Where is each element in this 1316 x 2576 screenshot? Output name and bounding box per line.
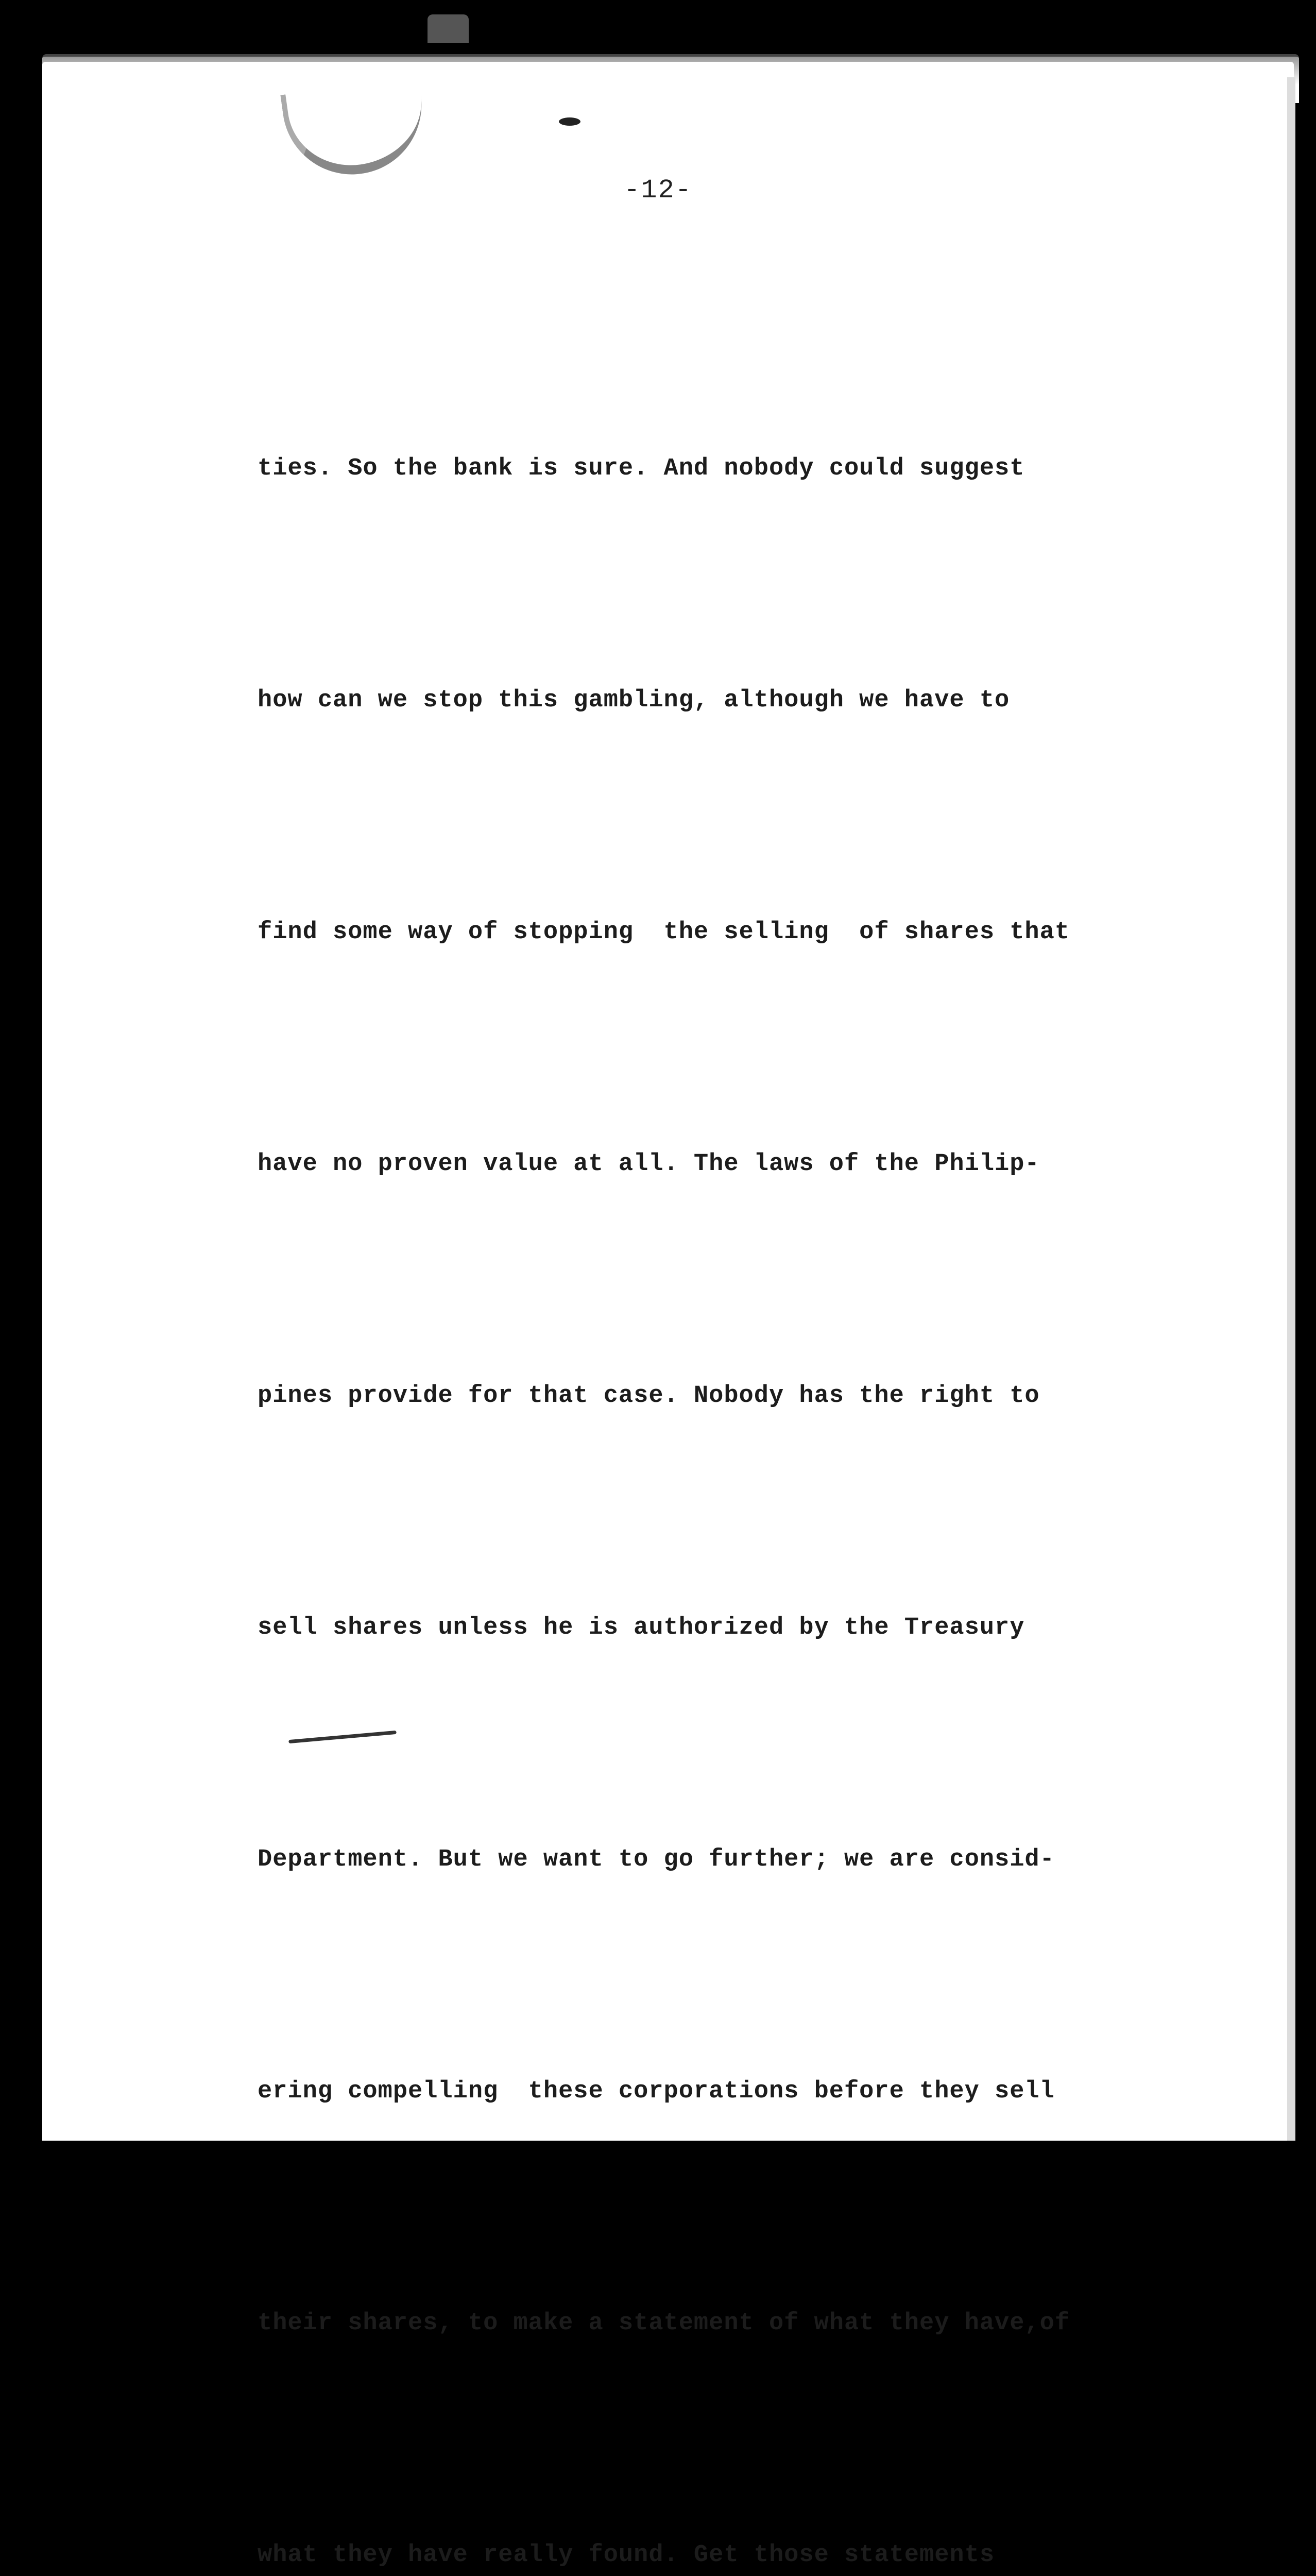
text-line-10: what they have really found. Get those statements [258, 2541, 995, 2569]
ink-smudge [559, 117, 580, 126]
page-number: -12- [624, 175, 692, 206]
body-text [258, 276, 1195, 2576]
text-line-8: ering compelling these corporations before they sell [258, 2078, 1055, 2105]
text-line-3: find some way of stopping the selling of shares that [258, 919, 1070, 946]
paper-right-edge [1287, 77, 1295, 2141]
text-line-5: pines provide for that case. Nobody has the right to [258, 1382, 1040, 1410]
text-line-6: sell shares unless he is authorized by the Treasury [258, 1614, 1025, 1641]
text-line-4: have no proven value at all. The laws of the Philip- [258, 1150, 1040, 1178]
text-line-1: ties. So the bank is sure. And nobody could suggest [258, 455, 1025, 482]
text-line-7: Department. But we want to go further; we are consid- [258, 1846, 1055, 1873]
folder-tab-mark [428, 14, 469, 43]
text-line-2: how can we stop this gambling, although we have to [258, 687, 1010, 714]
text-line-9: their shares, to make a statement of what they have,of [258, 2310, 1070, 2337]
